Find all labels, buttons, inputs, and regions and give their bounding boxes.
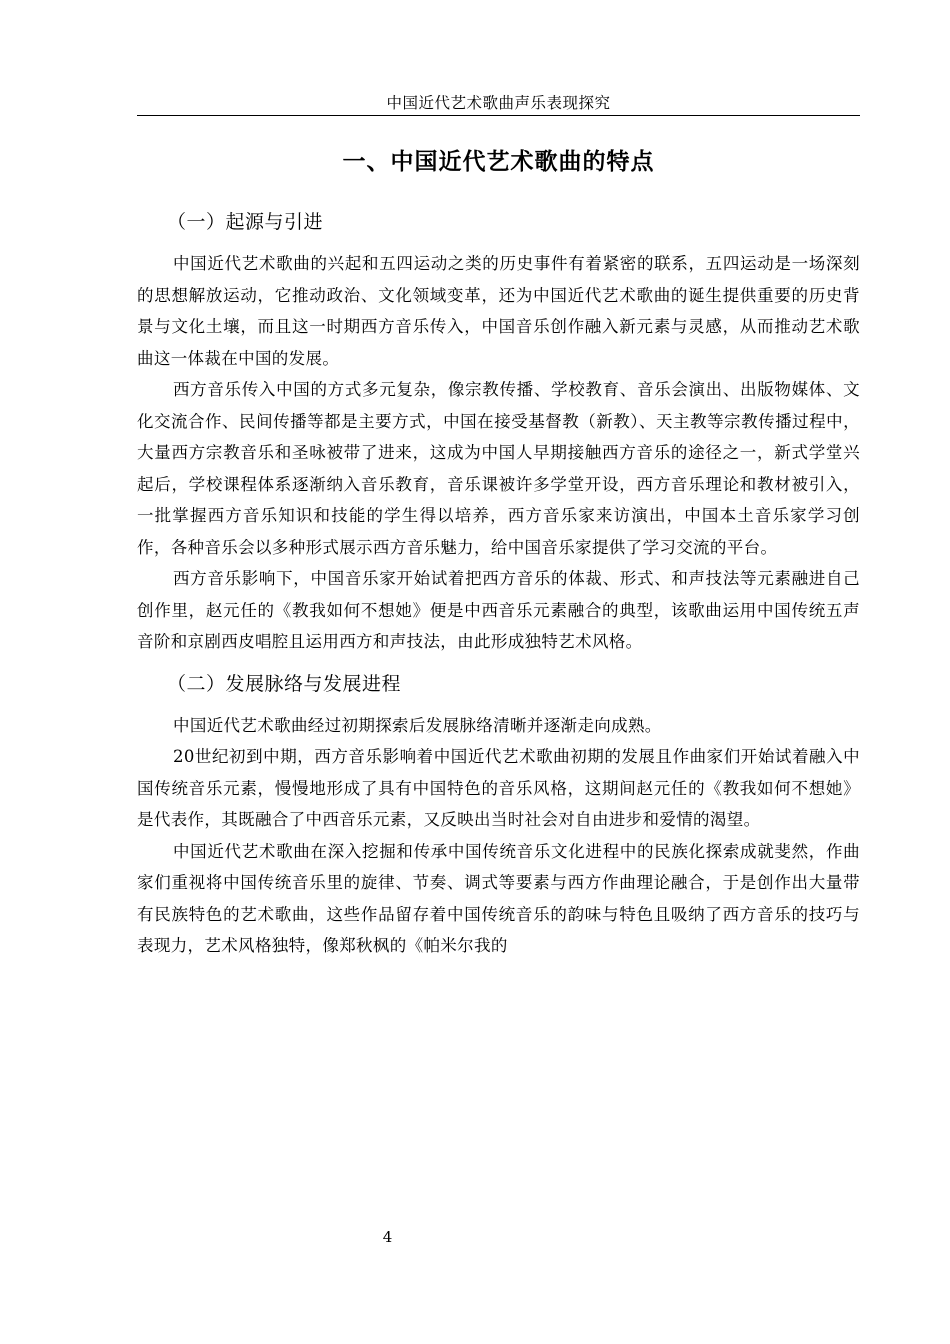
chapter-title: 一、中国近代艺术歌曲的特点 (342, 149, 655, 175)
section-title-origin: （一）起源与引进 (167, 211, 324, 233)
header-rule (137, 115, 860, 116)
paragraph: 中国近代艺术歌曲的兴起和五四运动之类的历史事件有着紧密的联系，五四运动是一场深刻的思想解放运动，它推动政治、文化领域变革，还为中国近代艺术歌曲的诞生提供重要的历史背景与文化土壤，而且这一时期西方音乐传入，中国音乐创作融入新元素与灵感，从而推动艺术歌曲这一体裁在中国的发展。 (137, 254, 860, 368)
paragraph: 中国近代艺术歌曲在深入挖掘和传承中国传统音乐文化进程中的民族化探索成就斐然，作曲家们重视将中国传统音乐里的旋律、节奏、调式等要素与西方作曲理论融合，于是创作出大量带有民族特色的艺术歌曲，这些作品留存着中国传统音乐的韵味与特色且吸纳了西方音乐的技巧与表现力，艺术风格独特，像郑秋枫的《帕米尔我的 (137, 841, 860, 955)
paragraph: 中国近代艺术歌曲经过初期探索后发展脉络清晰并逐渐走向成熟。 (173, 715, 662, 735)
paragraph: 西方音乐传入中国的方式多元复杂，像宗教传播、学校教育、音乐会演出、出版物媒体、文化交流合作、民间传播等都是主要方式，中国在接受基督教（新教）、天主教等宗教传播过程中，大量西方宗教音乐和圣咏被带了进来，这成为中国人早期接触西方音乐的途径之一，新式学堂兴起后，学校课程体系逐渐纳入音乐教育，音乐课被许多学堂开设，西方音乐理论和教材被引入，一批掌握西方音乐知识和技能的学生得以培养，西方音乐家来访演出，中国本土音乐家学习创作，各种音乐会以多种形式展示西方音乐魅力，给中国音乐家提供了学习交流的平台。 (137, 380, 860, 557)
page-number: 4 (382, 1228, 393, 1246)
page-content (137, 140, 860, 962)
running-header: 中国近代艺术歌曲声乐表现探究 (386, 94, 611, 112)
paragraph: 西方音乐影响下，中国音乐家开始试着把西方音乐的体裁、形式、和声技法等元素融进自己创作里，赵元任的《教我如何不想她》便是中西音乐元素融合的典型，该歌曲运用中国传统五声音阶和京剧西皮唱腔且运用西方和声技法，由此形成独特艺术风格。 (137, 569, 860, 651)
paragraph: 20世纪初到中期，西方音乐影响着中国近代艺术歌曲初期的发展且作曲家们开始试着融入中国传统音乐元素，慢慢地形成了具有中国特色的音乐风格，这期间赵元任的《教我如何不想她》是代表作，其既融合了中西音乐元素，又反映出当时社会对自由进步和爱情的渴望。 (137, 747, 860, 829)
section-title-development: （二）发展脉络与发展进程 (167, 672, 402, 695)
